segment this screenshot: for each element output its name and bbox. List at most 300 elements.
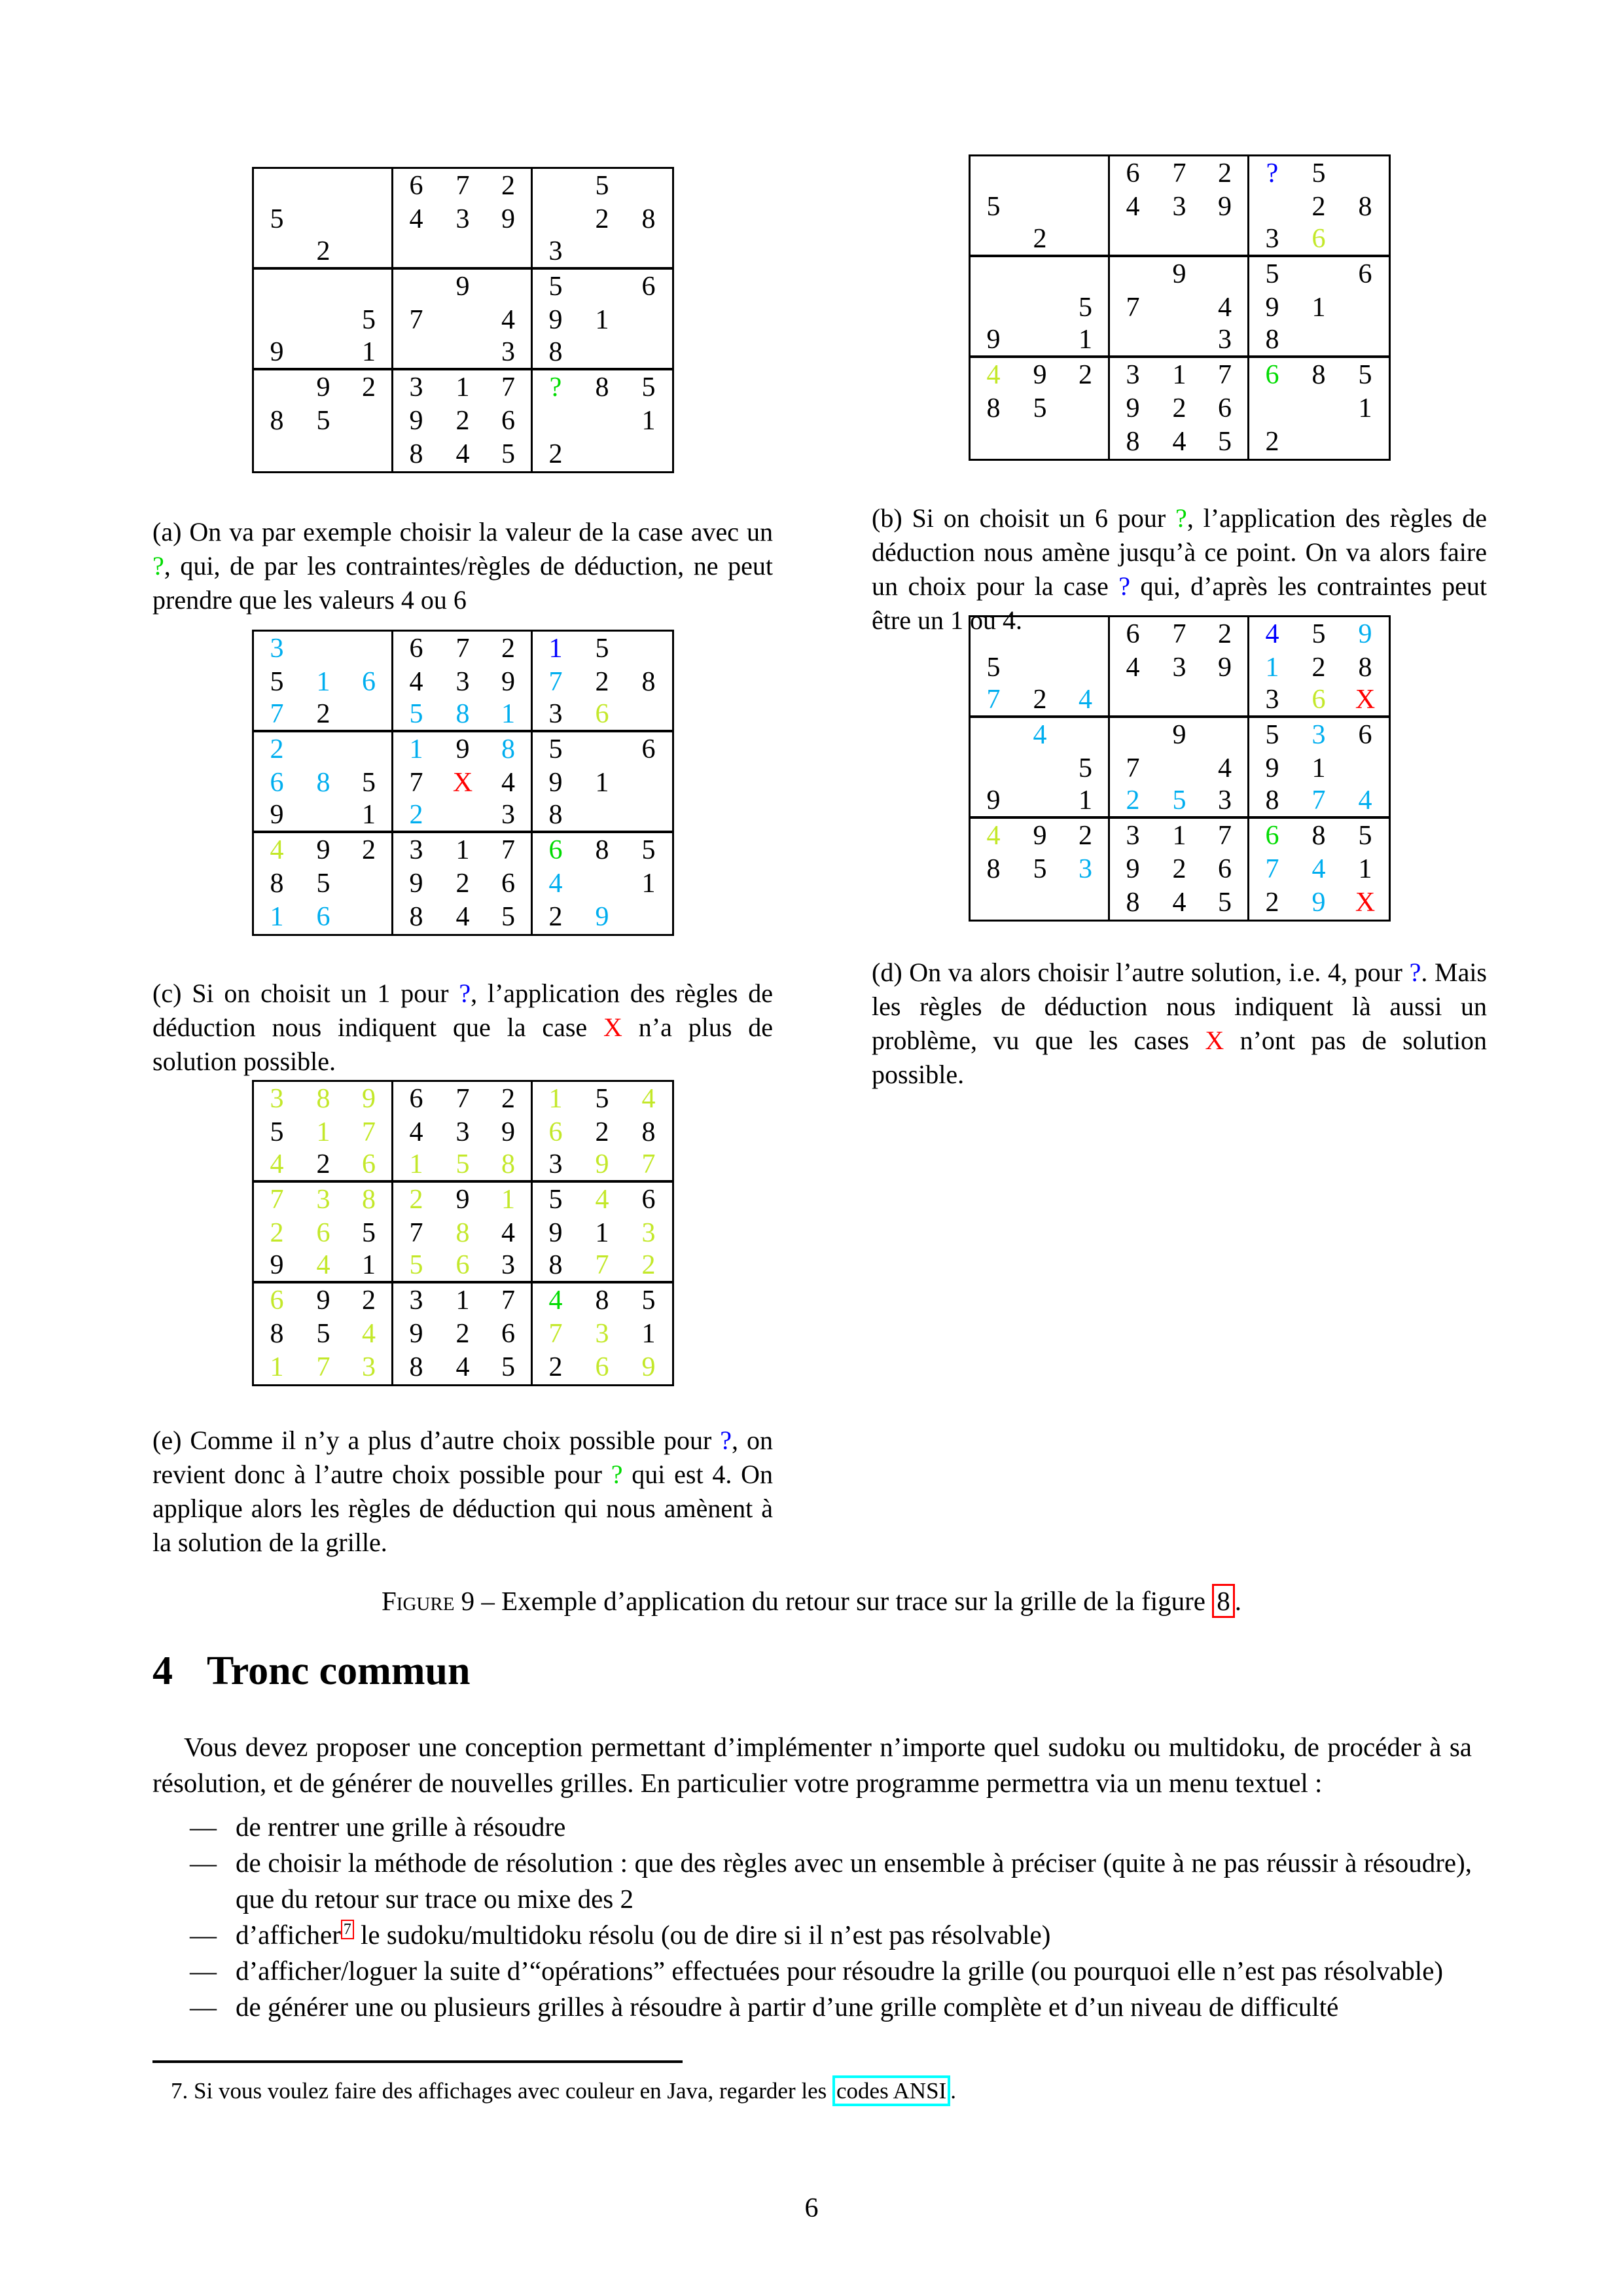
text-segment: 9 – Exemple d’application du retour sur trace sur la grille de la figure	[454, 1586, 1213, 1616]
sudoku-cell: 7	[1203, 358, 1249, 391]
sudoku-cell: 7	[1203, 819, 1249, 852]
sudoku-cell: 4	[270, 834, 284, 865]
sudoku-cell	[1203, 257, 1249, 291]
sudoku-cell	[440, 236, 486, 270]
sudoku-cell	[971, 886, 1017, 920]
sudoku-cell: 3	[409, 834, 423, 865]
sudoku-cell: 6	[1203, 391, 1249, 425]
sudoku-cell: 9	[1033, 820, 1047, 851]
sudoku-cell: 2	[455, 868, 470, 899]
sudoku-cell: 4	[455, 1352, 470, 1383]
sudoku-cell: 2	[300, 236, 347, 270]
sudoku-cell: 2	[455, 1318, 470, 1349]
sudoku-cell: 7	[579, 1250, 626, 1283]
sudoku-cell	[626, 169, 672, 202]
sudoku-cell: 9	[548, 304, 563, 335]
sudoku-cell: 5	[347, 1216, 393, 1249]
sudoku-cell	[626, 236, 672, 270]
sudoku-cell	[971, 257, 1017, 291]
sudoku-cell	[1342, 425, 1389, 459]
sudoku-cell: 4	[486, 766, 533, 799]
sudoku-cell: 7	[254, 699, 300, 732]
sudoku-cell: 7	[971, 685, 1017, 718]
sudoku-grid-d	[969, 615, 1391, 922]
sudoku-cell	[347, 901, 393, 934]
sudoku-cell	[971, 425, 1017, 459]
sudoku-cell: 6	[1296, 224, 1342, 257]
sudoku-cell: 9	[347, 1082, 393, 1115]
sudoku-cell	[1017, 886, 1063, 920]
sudoku-cell	[1342, 751, 1389, 785]
sudoku-cell: 7	[409, 304, 423, 335]
subfigure-b	[872, 154, 1487, 637]
text-segment: 7. Si vous voulez faire des affichages avec couleur en Java, regarder les	[171, 2078, 833, 2104]
sudoku-cell: 4	[1063, 685, 1110, 718]
sudoku-cell: 9	[486, 1115, 533, 1149]
sudoku-cell	[300, 169, 347, 202]
sudoku-cell	[254, 270, 300, 303]
sudoku-cell: 4	[455, 439, 470, 470]
sudoku-cell: 8	[533, 800, 579, 833]
text-segment: le sudoku/multidoku résolu (ou de dire si il n’est pas résolvable)	[353, 1920, 1051, 1950]
sudoku-cell: 5	[641, 1285, 656, 1316]
sudoku-cell	[347, 699, 393, 732]
sudoku-cell: 4	[254, 1149, 300, 1183]
sudoku-cell	[971, 291, 1017, 324]
sudoku-cell	[254, 169, 300, 202]
sudoku-cell: 9	[316, 1285, 330, 1316]
sudoku-cell	[626, 800, 672, 833]
sudoku-cell: 6	[270, 767, 284, 798]
sudoku-cell: 5	[1311, 158, 1326, 188]
sudoku-cell: 4	[1203, 291, 1249, 324]
sudoku-cell: 2	[548, 439, 563, 470]
sudoku-cell	[440, 303, 486, 336]
subfigure-c-caption	[152, 977, 773, 1079]
sudoku-cell: 8	[1126, 888, 1140, 918]
sudoku-cell: 2	[1017, 224, 1063, 257]
sudoku-cell: 3	[1311, 719, 1326, 750]
colored-mark: X	[603, 1013, 622, 1042]
list-item	[190, 1953, 1472, 1989]
sudoku-cell: 8	[409, 439, 423, 470]
sudoku-cell: 8	[316, 767, 330, 798]
sudoku-cell: 5	[1311, 619, 1326, 649]
sudoku-cell: 8	[641, 1117, 656, 1147]
sudoku-cell: 9	[548, 1217, 563, 1248]
sudoku-cell: 3	[1203, 325, 1249, 358]
sudoku-cell: 7	[626, 1149, 672, 1183]
sudoku-cell: 7	[316, 1352, 330, 1383]
sudoku-cell	[486, 270, 533, 303]
sudoku-cell	[347, 404, 393, 437]
sudoku-cell: 4	[1342, 785, 1389, 819]
sudoku-cell: 5	[1358, 359, 1372, 390]
sudoku-cell: 8	[270, 868, 284, 899]
text-segment: .	[950, 2078, 956, 2104]
sudoku-cell	[1342, 156, 1389, 190]
sudoku-cell	[626, 766, 672, 799]
sudoku-cell	[1017, 651, 1063, 684]
sudoku-cell	[1110, 718, 1156, 751]
text-segment: n’ont pas de solution possible.	[872, 1026, 1488, 1089]
sudoku-cell: 9	[455, 1184, 470, 1215]
sudoku-cell: 4	[486, 1216, 533, 1249]
sudoku-cell: 7	[1172, 158, 1186, 188]
sudoku-cell: 7	[548, 666, 563, 697]
subfigure-e-caption	[152, 1424, 773, 1560]
sudoku-cell	[1063, 425, 1110, 459]
sudoku-grid-c	[252, 630, 674, 936]
sudoku-cell: 2	[1172, 393, 1186, 423]
sudoku-cell: 9	[1203, 190, 1249, 223]
sudoku-cell: 1	[595, 1217, 609, 1248]
sudoku-cell: 3	[533, 1149, 579, 1183]
sudoku-cell: 7	[486, 1283, 533, 1317]
sudoku-cell	[1017, 291, 1063, 324]
item-dash: —	[190, 1848, 217, 1878]
subfigure-d	[872, 615, 1487, 1092]
sudoku-cell: 5	[270, 204, 284, 234]
sudoku-cell: 1	[347, 337, 393, 370]
item-dash: —	[190, 1992, 217, 2022]
sudoku-cell: 7	[270, 1184, 284, 1215]
section-heading	[152, 1648, 1472, 1695]
sudoku-cell	[300, 438, 347, 471]
sudoku-cell: 4	[986, 359, 1001, 390]
text-segment: d’afficher/loguer la suite d’“opérations” effectuées pour résoudre la grille (ou pourquoi elle n’est pas résolvable)	[236, 1956, 1444, 1986]
sudoku-cell	[579, 270, 626, 303]
sudoku-cell: 1	[455, 372, 470, 403]
sudoku-cell: 8	[409, 902, 423, 933]
sudoku-cell	[347, 732, 393, 766]
sudoku-cell: 8	[270, 405, 284, 436]
sudoku-cell	[1203, 718, 1249, 751]
sudoku-cell: 9	[579, 1149, 626, 1183]
footnote-rule	[152, 2060, 683, 2063]
text-segment: (d) On va alors choisir l’autre solution, i.e. 4, pour	[872, 958, 1410, 987]
sudoku-cell	[579, 867, 626, 900]
sudoku-cell: 8	[533, 337, 579, 370]
sudoku-cell: 2	[548, 1352, 563, 1383]
sudoku-cell	[579, 732, 626, 766]
sudoku-cell: 1	[1311, 753, 1326, 783]
sudoku-cell: 8	[486, 1149, 533, 1183]
sudoku-cell: 7	[1265, 853, 1279, 884]
sudoku-cell	[347, 270, 393, 303]
sudoku-cell	[1203, 685, 1249, 718]
subfigure-a-caption	[152, 515, 773, 617]
sudoku-cell	[440, 800, 486, 833]
sudoku-cell	[300, 337, 347, 370]
sudoku-cell	[1017, 425, 1063, 459]
footnote-marker-link[interactable]: 7	[341, 1920, 354, 1939]
page-number: 6	[804, 2193, 819, 2223]
sudoku-cell	[1249, 391, 1296, 425]
sudoku-cell: 8	[1311, 820, 1326, 851]
sudoku-cell	[971, 718, 1017, 751]
text-segment: .	[1234, 1586, 1241, 1616]
sudoku-cell: 9	[316, 372, 330, 403]
sudoku-cell: 4	[1033, 719, 1047, 750]
text-segment: , qui, de par les contraintes/règles de déduction, ne peut prendre que les valeurs 4 ou 6	[152, 551, 773, 615]
figure-caption	[152, 1584, 1471, 1618]
sudoku-cell: 3	[455, 666, 470, 697]
sudoku-cell: 2	[1172, 853, 1186, 884]
sudoku-cell: 3	[533, 699, 579, 732]
sudoku-cell: 4	[595, 1184, 609, 1215]
sudoku-cell: 4	[486, 303, 533, 336]
sudoku-cell: 2	[347, 1283, 393, 1317]
colored-mark: ?	[459, 978, 471, 1008]
sudoku-cell: 6	[486, 1317, 533, 1350]
sudoku-cell: 9	[595, 902, 609, 933]
sudoku-cell: 6	[1358, 259, 1372, 289]
sudoku-cell: 9	[409, 405, 423, 436]
list-item	[190, 1845, 1472, 1917]
sudoku-cell: 1	[316, 1117, 330, 1147]
item-dash: —	[190, 1920, 217, 1950]
sudoku-cell	[1017, 325, 1063, 358]
sudoku-cell	[533, 404, 579, 437]
sudoku-cell: 4	[1126, 652, 1140, 683]
sudoku-cell: 1	[1172, 359, 1186, 390]
text-segment: de choisir la méthode de résolution : que des règles avec un ensemble à préciser (quite à ne pas réussir à résoudre), que du retour sur trace ou mixe des 2	[236, 1848, 1472, 1914]
sudoku-cell	[1296, 391, 1342, 425]
colored-mark: X	[1205, 1026, 1224, 1055]
sudoku-cell: 5	[316, 405, 330, 436]
text-segment: , on revient donc à l’autre choix possible pour	[152, 1426, 773, 1489]
sudoku-cell: 7	[409, 767, 423, 798]
sudoku-cell	[1110, 224, 1156, 257]
sudoku-cell: 5	[316, 868, 330, 899]
sudoku-cell	[300, 303, 347, 336]
text-segment: , l’application des règles de déduction nous indiquent que la case	[152, 978, 773, 1042]
sudoku-cell	[300, 270, 347, 303]
sudoku-cell	[1342, 291, 1389, 324]
sudoku-cell: 2	[1203, 617, 1249, 651]
sudoku-cell: 4	[1172, 888, 1186, 918]
sudoku-cell: 5	[486, 1351, 533, 1384]
sudoku-cell	[1203, 224, 1249, 257]
colored-mark: ?	[1175, 503, 1187, 533]
sudoku-cell: 1	[548, 1083, 563, 1114]
sudoku-cell: 9	[455, 734, 470, 764]
text-segment: qui est 4. On applique alors les règles de déduction qui nous amènent à la solution de la grille.	[152, 1460, 773, 1557]
subfigure-d-caption	[872, 956, 1487, 1092]
sudoku-cell: 5	[347, 766, 393, 799]
sudoku-cell	[971, 617, 1017, 651]
sudoku-cell	[533, 169, 579, 202]
sudoku-cell: 5	[1358, 820, 1372, 851]
text-segment: de rentrer une grille à résoudre	[236, 1812, 566, 1842]
sudoku-cell: 2	[455, 405, 470, 436]
intro-paragraph: Vous devez proposer une conception permettant d’implémenter n’importe quel sudoku ou multidoku, de procéder à sa résolution, et de générer de nouvelles grilles. En particulier votre programme permettra via un menu textuel :	[152, 1732, 1472, 1798]
sudoku-cell: 6	[409, 170, 423, 201]
sudoku-cell	[1017, 156, 1063, 190]
sudoku-cell: 4	[409, 204, 423, 234]
sudoku-cell: 4	[548, 1285, 563, 1316]
sudoku-cell	[1110, 325, 1156, 358]
sudoku-cell: 8	[455, 1217, 470, 1248]
sudoku-cell: 3	[316, 1184, 330, 1215]
sudoku-cell	[626, 901, 672, 934]
sudoku-cell: 6	[641, 1184, 656, 1215]
figure-ref-link[interactable]: 8	[1212, 1584, 1235, 1618]
colored-mark: ?	[1409, 958, 1421, 987]
sudoku-cell: 1	[1172, 820, 1186, 851]
sudoku-cell: 2	[270, 1217, 284, 1248]
sudoku-cell	[1110, 257, 1156, 291]
sudoku-cell: 5	[1203, 425, 1249, 459]
text-segment: (e) Comme il n’y a plus d’autre choix possible pour	[152, 1426, 721, 1455]
sudoku-cell: 3	[347, 1351, 393, 1384]
sudoku-cell	[393, 270, 440, 303]
sudoku-cell: 3	[486, 337, 533, 370]
list-item	[190, 1809, 1472, 1845]
sudoku-cell: 1	[595, 767, 609, 798]
sudoku-cell: 4	[986, 820, 1001, 851]
footnote	[152, 2076, 1472, 2106]
list-item	[190, 1989, 1472, 2025]
sudoku-cell: 7	[347, 1115, 393, 1149]
sudoku-cell: 6	[347, 665, 393, 698]
external-link[interactable]: codes ANSI	[832, 2075, 950, 2106]
sudoku-cell: 3	[1249, 224, 1296, 257]
sudoku-cell	[579, 337, 626, 370]
sudoku-cell	[1063, 718, 1110, 751]
sudoku-cell: 6	[1126, 619, 1140, 649]
sudoku-cell	[626, 699, 672, 732]
sudoku-cell: 9	[1311, 888, 1326, 918]
sudoku-cell: 8	[595, 372, 609, 403]
sudoku-cell: 5	[393, 699, 440, 732]
sudoku-cell: 5	[1033, 853, 1047, 884]
sudoku-cell: 3	[409, 372, 423, 403]
list-item-text	[236, 1809, 1472, 1845]
sudoku-cell	[1063, 617, 1110, 651]
sudoku-cell: 6	[1203, 852, 1249, 886]
sudoku-cell: 2	[1311, 652, 1326, 683]
sudoku-cell: 6	[409, 1083, 423, 1114]
text-segment: qui, d’après les contraintes peut être un 1 ou 4.	[872, 571, 1487, 635]
sudoku-cell: 8	[641, 666, 656, 697]
sudoku-cell: 9	[486, 665, 533, 698]
sudoku-cell: 9	[548, 767, 563, 798]
sudoku-cell: 9	[1265, 753, 1279, 783]
sudoku-cell: 1	[1063, 325, 1110, 358]
sudoku-cell: 7	[548, 1318, 563, 1349]
sudoku-cell	[971, 751, 1017, 785]
list-item	[190, 1917, 1472, 1953]
sudoku-cell: 2	[1017, 685, 1063, 718]
sudoku-cell	[1063, 886, 1110, 920]
sudoku-cell	[254, 236, 300, 270]
sudoku-cell: 2	[486, 169, 533, 202]
sudoku-cell: 6	[595, 1352, 609, 1383]
sudoku-cell: 8	[533, 1250, 579, 1283]
sudoku-cell: X	[1342, 685, 1389, 718]
sudoku-cell: 1	[1311, 292, 1326, 323]
sudoku-cell: 7	[409, 1217, 423, 1248]
sudoku-cell: 7	[455, 1083, 470, 1114]
sudoku-cell	[254, 303, 300, 336]
sudoku-cell: 6	[1358, 719, 1372, 750]
text-segment: d’afficher	[236, 1920, 341, 1950]
sudoku-cell: X	[452, 767, 473, 798]
sudoku-cell	[1017, 751, 1063, 785]
sudoku-cell: 2	[347, 370, 393, 404]
sudoku-cell: 1	[641, 868, 656, 899]
sudoku-cell: X	[1355, 888, 1376, 918]
sudoku-cell	[1017, 257, 1063, 291]
sudoku-cell: 3	[1203, 785, 1249, 819]
sudoku-cell: 5	[270, 1117, 284, 1147]
sudoku-cell	[1156, 291, 1203, 324]
sudoku-cell	[347, 169, 393, 202]
sudoku-cell: 2	[270, 734, 284, 764]
sudoku-cell	[1156, 224, 1203, 257]
sudoku-cell: 9	[1172, 259, 1186, 289]
sudoku-cell	[300, 800, 347, 833]
sudoku-cell: 7	[1172, 619, 1186, 649]
sudoku-cell	[300, 732, 347, 766]
sudoku-cell: 2	[595, 204, 609, 234]
sudoku-cell: 9	[1033, 359, 1047, 390]
subfigure-c	[152, 630, 773, 1079]
sudoku-cell	[1110, 685, 1156, 718]
sudoku-cell	[254, 438, 300, 471]
sudoku-cell: 3	[455, 204, 470, 234]
sudoku-cell	[533, 202, 579, 236]
sudoku-cell: 9	[254, 337, 300, 370]
sudoku-cell	[626, 632, 672, 665]
sudoku-cell: 3	[270, 633, 284, 664]
sudoku-cell: 1	[270, 902, 284, 933]
sudoku-cell: 7	[455, 633, 470, 664]
sudoku-cell: 9	[254, 1250, 300, 1283]
sudoku-cell: 5	[641, 834, 656, 865]
sudoku-cell: 1	[1063, 785, 1110, 819]
sudoku-cell: 3	[455, 1117, 470, 1147]
sudoku-cell: 5	[1203, 886, 1249, 920]
sudoku-cell: 9	[409, 1318, 423, 1349]
sudoku-cell: 5	[595, 633, 609, 664]
item-dash: —	[190, 1956, 217, 1986]
sudoku-cell: ?	[549, 372, 562, 403]
colored-mark: ?	[1118, 571, 1131, 601]
sudoku-cell: 2	[1063, 819, 1110, 852]
sudoku-cell: 4	[409, 666, 423, 697]
sudoku-cell: 9	[1265, 292, 1279, 323]
sudoku-cell	[1017, 190, 1063, 223]
list-item-text	[236, 1917, 1472, 1953]
sudoku-cell: 9	[254, 800, 300, 833]
list-item-text	[236, 1989, 1472, 2025]
sudoku-cell: 2	[1311, 191, 1326, 222]
sudoku-cell: 6	[486, 867, 533, 900]
sudoku-cell: 5	[595, 170, 609, 201]
sudoku-cell: 6	[409, 633, 423, 664]
sudoku-cell: 1	[548, 633, 563, 664]
sudoku-cell: 8	[1126, 427, 1140, 457]
sudoku-cell	[579, 236, 626, 270]
sudoku-cell	[300, 202, 347, 236]
sudoku-cell: 2	[1203, 156, 1249, 190]
sudoku-cell: 2	[1265, 427, 1279, 457]
sudoku-cell	[1296, 257, 1342, 291]
sudoku-cell: 6	[548, 834, 563, 865]
